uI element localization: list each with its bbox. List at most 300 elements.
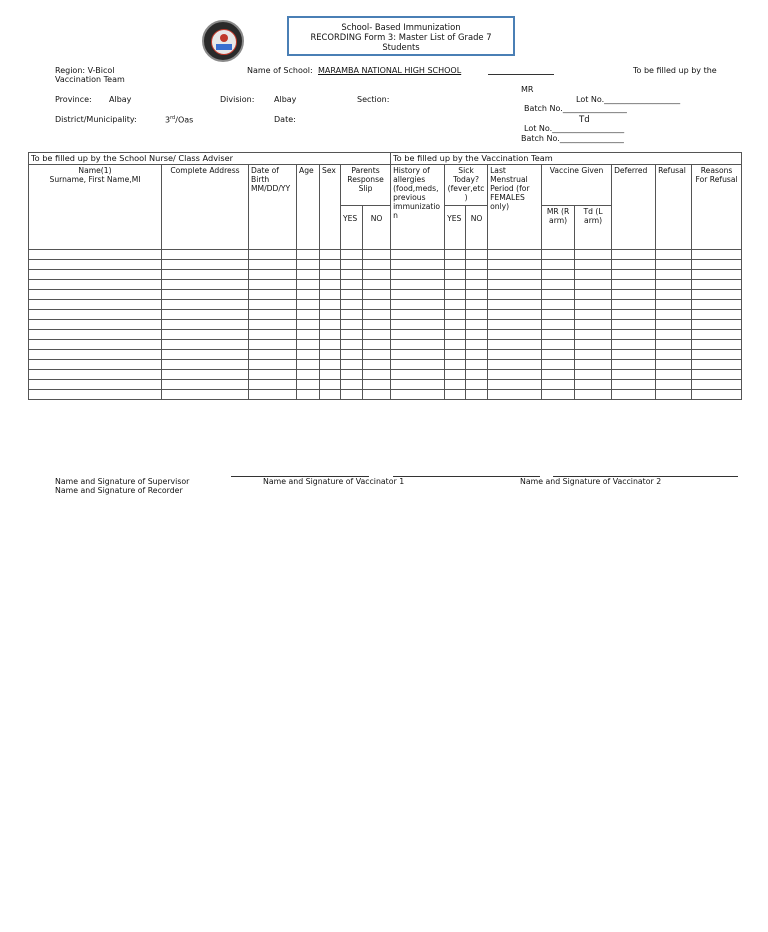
column-header-row — [29, 165, 742, 206]
table-cell — [445, 260, 466, 270]
table-cell — [488, 370, 542, 380]
table-cell — [341, 390, 363, 400]
table-cell — [612, 250, 656, 260]
mr-lot-no: Lot No.___________________ — [576, 95, 681, 104]
table-cell — [656, 350, 692, 360]
table-cell — [656, 390, 692, 400]
table-cell — [249, 320, 297, 330]
table-cell — [341, 360, 363, 370]
province-label: Province: — [55, 95, 92, 104]
filled-by-team-label: To be filled up by the — [633, 66, 717, 75]
table-cell — [656, 270, 692, 280]
header-sex: Sex — [320, 165, 341, 250]
table-cell — [692, 310, 742, 320]
table-cell — [341, 280, 363, 290]
recorder-signature-label: Name and Signature of Recorder — [55, 486, 183, 495]
table-cell — [297, 260, 320, 270]
table-cell — [341, 380, 363, 390]
province-value: Albay — [109, 95, 132, 104]
table-cell — [249, 330, 297, 340]
table-cell — [391, 390, 445, 400]
form-title-line3: Students — [382, 42, 420, 52]
table-cell — [466, 370, 488, 380]
table-cell — [341, 320, 363, 330]
table-cell — [297, 320, 320, 330]
region-label: Region: V-Bicol — [55, 66, 115, 75]
table-cell — [363, 300, 391, 310]
table-cell — [575, 330, 612, 340]
table-row — [29, 340, 742, 350]
table-cell — [466, 350, 488, 360]
form-title-line2: RECORDING Form 3: Master List of Grade 7 — [310, 32, 492, 42]
table-cell — [466, 280, 488, 290]
table-cell — [29, 270, 162, 280]
table-cell — [162, 360, 249, 370]
table-cell — [391, 350, 445, 360]
table-cell — [542, 320, 575, 330]
table-cell — [692, 380, 742, 390]
header-vaccine-given: Vaccine Given — [542, 165, 612, 206]
header-parents-no: NO — [363, 206, 391, 250]
table-cell — [29, 260, 162, 270]
table-cell — [320, 330, 341, 340]
date-label: Date: — [274, 115, 296, 124]
header-reasons-refusal: Reasons For Refusal — [692, 165, 742, 250]
table-cell — [692, 390, 742, 400]
table-cell — [249, 290, 297, 300]
table-cell — [249, 270, 297, 280]
table-cell — [297, 250, 320, 260]
table-cell — [692, 330, 742, 340]
table-cell — [575, 280, 612, 290]
table-cell — [297, 380, 320, 390]
table-cell — [162, 350, 249, 360]
table-cell — [466, 380, 488, 390]
table-row — [29, 290, 742, 300]
table-cell — [29, 340, 162, 350]
table-cell — [249, 260, 297, 270]
table-cell — [466, 390, 488, 400]
table-cell — [297, 360, 320, 370]
table-cell — [575, 300, 612, 310]
table-cell — [320, 340, 341, 350]
table-cell — [320, 270, 341, 280]
table-cell — [391, 270, 445, 280]
table-cell — [297, 340, 320, 350]
table-cell — [29, 280, 162, 290]
header-mr-arm: MR (R arm) — [542, 206, 575, 250]
table-cell — [656, 380, 692, 390]
header-td-arm: Td (L arm) — [575, 206, 612, 250]
table-cell — [249, 300, 297, 310]
header-sick-today: Sick Today? (fever,etc) — [445, 165, 488, 206]
table-cell — [162, 270, 249, 280]
header-lmp: Last Menstrual Period (for FEMALES only) — [488, 165, 542, 250]
table-cell — [612, 390, 656, 400]
table-cell — [692, 340, 742, 350]
table-cell — [29, 250, 162, 260]
td-lot-no: Lot No.__________________ — [524, 124, 625, 133]
table-cell — [656, 250, 692, 260]
header-name: Name(1) Surname, First Name,MI — [29, 165, 162, 250]
form-title-box — [287, 16, 515, 56]
table-cell — [391, 320, 445, 330]
table-cell — [363, 330, 391, 340]
signature-line-mid — [393, 476, 540, 477]
table-row — [29, 310, 742, 320]
table-cell — [466, 300, 488, 310]
header-dob: Date of Birth MM/DD/YY — [249, 165, 297, 250]
table-cell — [445, 250, 466, 260]
table-cell — [612, 370, 656, 380]
table-cell — [466, 320, 488, 330]
table-cell — [612, 260, 656, 270]
header-refusal: Refusal — [656, 165, 692, 250]
table-cell — [466, 310, 488, 320]
table-cell — [488, 300, 542, 310]
district-label: District/Municipality: — [55, 115, 137, 124]
header-address: Complete Address — [162, 165, 249, 250]
table-cell — [542, 340, 575, 350]
table-cell — [249, 310, 297, 320]
table-cell — [612, 300, 656, 310]
table-cell — [656, 340, 692, 350]
table-row — [29, 250, 742, 260]
table-cell — [391, 380, 445, 390]
table-cell — [488, 260, 542, 270]
table-cell — [320, 300, 341, 310]
table-cell — [542, 300, 575, 310]
header-sick-yes: YES — [445, 206, 466, 250]
table-cell — [363, 260, 391, 270]
table-cell — [575, 350, 612, 360]
table-cell — [297, 390, 320, 400]
table-cell — [488, 380, 542, 390]
table-cell — [341, 370, 363, 380]
table-cell — [320, 370, 341, 380]
table-cell — [612, 330, 656, 340]
table-cell — [612, 380, 656, 390]
table-row — [29, 380, 742, 390]
table-cell — [162, 290, 249, 300]
table-cell — [488, 390, 542, 400]
table-cell — [363, 320, 391, 330]
table-cell — [162, 390, 249, 400]
vaccinator1-signature-label: Name and Signature of Vaccinator 1 — [263, 477, 405, 486]
table-cell — [692, 280, 742, 290]
table-cell — [488, 250, 542, 260]
table-cell — [542, 270, 575, 280]
table-cell — [162, 250, 249, 260]
table-cell — [391, 300, 445, 310]
table-cell — [575, 270, 612, 280]
table-cell — [445, 390, 466, 400]
table-cell — [488, 270, 542, 280]
district-value: 3rd/Oas — [165, 115, 194, 125]
school-name: MARAMBA NATIONAL HIGH SCHOOL — [318, 66, 462, 75]
table-cell — [488, 280, 542, 290]
table-cell — [445, 300, 466, 310]
table-cell — [363, 310, 391, 320]
table-cell — [320, 310, 341, 320]
section-header-row — [29, 153, 742, 165]
table-cell — [542, 260, 575, 270]
table-cell — [612, 290, 656, 300]
table-cell — [297, 350, 320, 360]
table-cell — [391, 340, 445, 350]
table-cell — [363, 280, 391, 290]
vaccinator2-signature-label: Name and Signature of Vaccinator 2 — [520, 477, 662, 486]
table-cell — [488, 340, 542, 350]
table-cell — [575, 390, 612, 400]
table-cell — [466, 260, 488, 270]
table-cell — [612, 280, 656, 290]
table-cell — [656, 330, 692, 340]
table-cell — [692, 370, 742, 380]
table-cell — [320, 390, 341, 400]
table-cell — [162, 340, 249, 350]
table-cell — [445, 340, 466, 350]
table-cell — [656, 280, 692, 290]
table-cell — [575, 310, 612, 320]
school-seal-logo — [202, 20, 244, 62]
table-cell — [341, 340, 363, 350]
table-cell — [297, 280, 320, 290]
table-cell — [466, 250, 488, 260]
school-label: Name of School: — [247, 66, 313, 75]
vaccination-team-label: Vaccination Team — [55, 75, 125, 84]
table-row — [29, 360, 742, 370]
table-cell — [466, 330, 488, 340]
table-cell — [692, 290, 742, 300]
table-cell — [445, 290, 466, 300]
table-cell — [575, 370, 612, 380]
table-cell — [249, 390, 297, 400]
table-cell — [341, 300, 363, 310]
table-cell — [341, 260, 363, 270]
table-cell — [445, 280, 466, 290]
section-label: Section: — [357, 95, 390, 104]
header-deferred: Deferred — [612, 165, 656, 250]
header-sick-no: NO — [466, 206, 488, 250]
table-cell — [445, 350, 466, 360]
table-cell — [29, 390, 162, 400]
table-cell — [692, 270, 742, 280]
table-cell — [320, 280, 341, 290]
table-cell — [249, 280, 297, 290]
table-cell — [341, 310, 363, 320]
table-cell — [29, 290, 162, 300]
table-cell — [297, 270, 320, 280]
table-cell — [297, 370, 320, 380]
table-cell — [363, 270, 391, 280]
table-cell — [29, 320, 162, 330]
table-cell — [29, 330, 162, 340]
form-title-line1: School- Based Immunization — [341, 22, 461, 32]
table-cell — [320, 350, 341, 360]
table-cell — [391, 290, 445, 300]
table-cell — [363, 250, 391, 260]
table-cell — [249, 360, 297, 370]
master-list-table — [28, 152, 742, 400]
table-cell — [249, 350, 297, 360]
division-label: Division: — [220, 95, 255, 104]
table-cell — [391, 260, 445, 270]
table-row — [29, 330, 742, 340]
table-cell — [542, 360, 575, 370]
table-cell — [445, 380, 466, 390]
table-cell — [320, 380, 341, 390]
table-cell — [445, 360, 466, 370]
table-cell — [612, 270, 656, 280]
td-batch-no: Batch No.________________ — [521, 134, 624, 143]
table-cell — [249, 340, 297, 350]
table-cell — [162, 370, 249, 380]
table-cell — [29, 360, 162, 370]
table-cell — [29, 300, 162, 310]
table-cell — [363, 290, 391, 300]
table-cell — [297, 330, 320, 340]
table-cell — [445, 370, 466, 380]
table-cell — [656, 300, 692, 310]
table-cell — [320, 320, 341, 330]
table-cell — [575, 290, 612, 300]
student-rows — [29, 250, 742, 400]
table-row — [29, 350, 742, 360]
table-cell — [363, 390, 391, 400]
table-row — [29, 260, 742, 270]
table-cell — [692, 300, 742, 310]
table-cell — [249, 250, 297, 260]
table-row — [29, 270, 742, 280]
table-cell — [297, 300, 320, 310]
table-cell — [692, 320, 742, 330]
table-cell — [162, 330, 249, 340]
table-cell — [249, 380, 297, 390]
table-cell — [542, 380, 575, 390]
table-cell — [341, 270, 363, 280]
table-cell — [542, 350, 575, 360]
supervisor-signature-label: Name and Signature of Supervisor — [55, 477, 190, 486]
table-cell — [656, 320, 692, 330]
table-cell — [575, 260, 612, 270]
table-cell — [341, 250, 363, 260]
table-cell — [363, 380, 391, 390]
table-cell — [320, 260, 341, 270]
table-cell — [391, 370, 445, 380]
table-cell — [363, 370, 391, 380]
table-cell — [656, 370, 692, 380]
mr-label: MR — [521, 85, 534, 94]
table-cell — [29, 310, 162, 320]
table-cell — [575, 380, 612, 390]
table-cell — [320, 250, 341, 260]
table-cell — [488, 360, 542, 370]
table-row — [29, 320, 742, 330]
school-name-underline — [488, 74, 554, 75]
table-cell — [656, 290, 692, 300]
table-cell — [363, 350, 391, 360]
table-cell — [341, 290, 363, 300]
table-cell — [542, 250, 575, 260]
table-cell — [488, 330, 542, 340]
table-cell — [249, 370, 297, 380]
table-cell — [488, 310, 542, 320]
table-cell — [575, 250, 612, 260]
table-cell — [692, 250, 742, 260]
table-cell — [488, 290, 542, 300]
header-parents-response: Parents Response Slip — [341, 165, 391, 206]
table-row — [29, 370, 742, 380]
table-cell — [363, 340, 391, 350]
table-cell — [320, 360, 341, 370]
table-cell — [29, 350, 162, 360]
table-cell — [542, 290, 575, 300]
table-cell — [297, 310, 320, 320]
table-cell — [445, 320, 466, 330]
table-cell — [445, 330, 466, 340]
table-cell — [542, 310, 575, 320]
table-cell — [162, 380, 249, 390]
division-value: Albay — [274, 95, 297, 104]
section-vaccination-team: To be filled up by the Vaccination Team — [391, 153, 742, 165]
table-cell — [656, 360, 692, 370]
table-cell — [29, 370, 162, 380]
section-school-nurse: To be filled up by the School Nurse/ Class Adviser — [29, 153, 391, 165]
table-cell — [575, 340, 612, 350]
table-cell — [162, 320, 249, 330]
table-cell — [542, 370, 575, 380]
table-cell — [445, 270, 466, 280]
header-parents-yes: YES — [341, 206, 363, 250]
table-cell — [542, 330, 575, 340]
table-cell — [466, 340, 488, 350]
table-cell — [466, 270, 488, 280]
table-cell — [575, 320, 612, 330]
table-cell — [341, 330, 363, 340]
table-cell — [320, 290, 341, 300]
table-row — [29, 300, 742, 310]
table-cell — [466, 290, 488, 300]
table-cell — [542, 280, 575, 290]
table-cell — [612, 360, 656, 370]
header-allergies: History of allergies (food,meds, previous immunization — [391, 165, 445, 250]
table-row — [29, 390, 742, 400]
table-cell — [488, 350, 542, 360]
table-cell — [162, 300, 249, 310]
table-cell — [692, 360, 742, 370]
table-row — [29, 280, 742, 290]
table-cell — [656, 260, 692, 270]
table-cell — [162, 310, 249, 320]
table-cell — [391, 330, 445, 340]
table-cell — [445, 310, 466, 320]
table-cell — [29, 380, 162, 390]
table-cell — [488, 320, 542, 330]
table-cell — [692, 260, 742, 270]
table-cell — [612, 340, 656, 350]
table-cell — [363, 360, 391, 370]
table-cell — [612, 310, 656, 320]
table-cell — [391, 280, 445, 290]
table-cell — [542, 390, 575, 400]
table-cell — [162, 260, 249, 270]
header-age: Age — [297, 165, 320, 250]
table-cell — [466, 360, 488, 370]
table-cell — [162, 280, 249, 290]
td-label: Td — [579, 115, 590, 125]
mr-batch-no: Batch No.________________ — [524, 104, 627, 113]
